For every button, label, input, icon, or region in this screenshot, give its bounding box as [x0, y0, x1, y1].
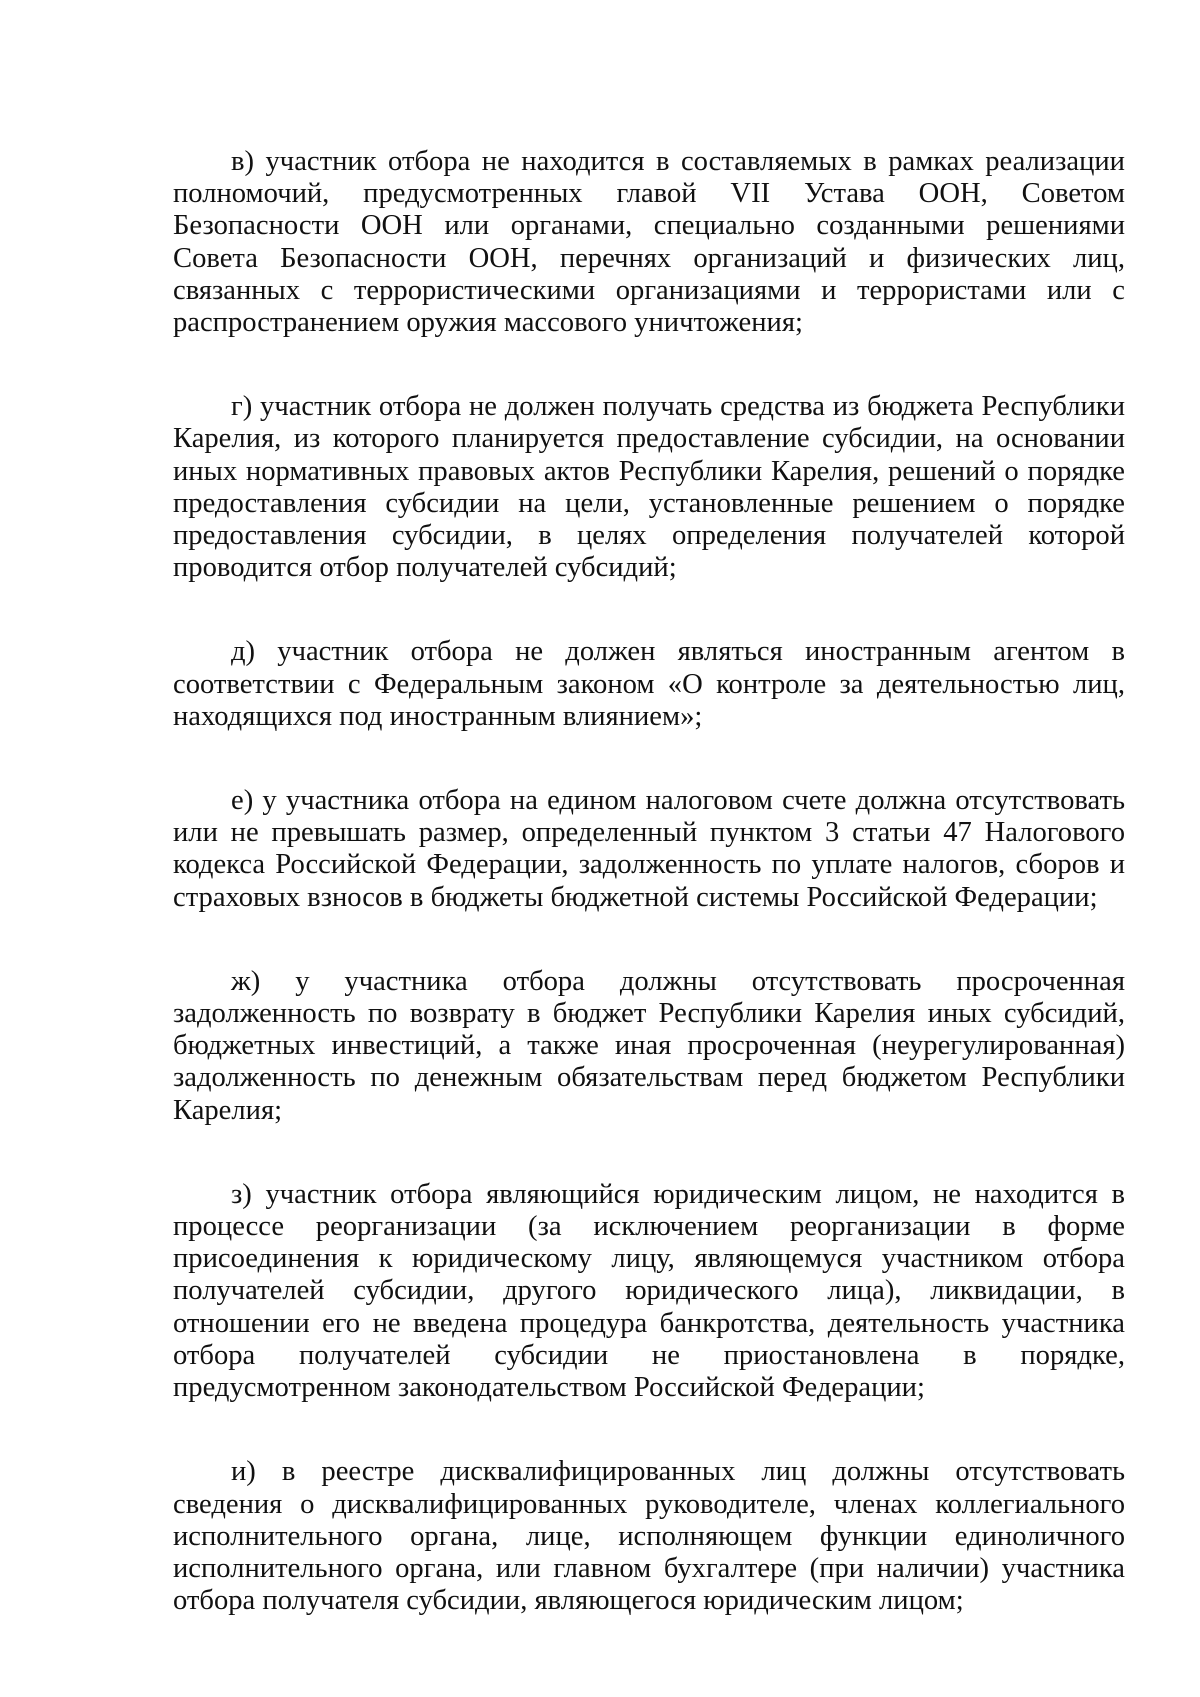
paragraph-i: и) в реестре дисквалифицированных лиц должны отсутствовать сведения о дисквалифицированных руководителе, членах коллегиального исполнительного органа, лице, исполняющем функции единоличного исполнительного органа, или главном бухгалтере (при наличии) участника отбора получателя субсидии, являющегося юридическим лицом; [173, 1456, 1125, 1617]
paragraph-g: г) участник отбора не должен получать средства из бюджета Республики Карелия, из которого планируется предоставление субсидии, на основании иных нормативных правовых актов Республики Карелия, решений о порядке предоставления субсидии на цели, установленные решением о порядке предоставления субсидии, в целях определения получателей которой проводится отбор получателей субсидий; [173, 391, 1125, 584]
paragraph-zh: ж) у участника отбора должны отсутствовать просроченная задолженность по возврату в бюджет Республики Карелия иных субсидий, бюджетных инвестиций, а также иная просроченная (неурегулированная) задолженность по денежным обязательствам перед бюджетом Республики Карелия; [173, 965, 1125, 1126]
paragraph-d: д) участник отбора не должен являться иностранным агентом в соответствии с Федеральным законом «О контроле за деятельностью лиц, находящихся под иностранным влиянием»; [173, 636, 1125, 732]
paragraph-e: е) у участника отбора на едином налоговом счете должна отсутствовать или не превышать размер, определенный пунктом 3 статьи 47 Налогового кодекса Российской Федерации, задолженность по уплате налогов, сборов и страховых взносов в бюджеты бюджетной системы Российской Федерации; [173, 785, 1125, 913]
document-page [173, 146, 1125, 1669]
paragraph-v: в) участник отбора не находится в составляемых в рамках реализации полномочий, предусмотренных главой VII Устава ООН, Советом Безопасности ООН или органами, специально созданными решениями Совета Безопасности ООН, перечнях организаций и физических лиц, связанных с террористическими организациями и террористами или с распространением оружия массового уничтожения; [173, 146, 1125, 339]
paragraph-z: з) участник отбора являющийся юридическим лицом, не находится в процессе реорганизации (за исключением реорганизации в форме присоединения к юридическому лицу, являющемуся участником отбора получателей субсидии, другого юридического лица), ликвидации, в отношении его не введена процедура банкротства, деятельность участника отбора получателей субсидии не приостановлена в порядке, предусмотренном законодательством Российской Федерации; [173, 1178, 1125, 1404]
